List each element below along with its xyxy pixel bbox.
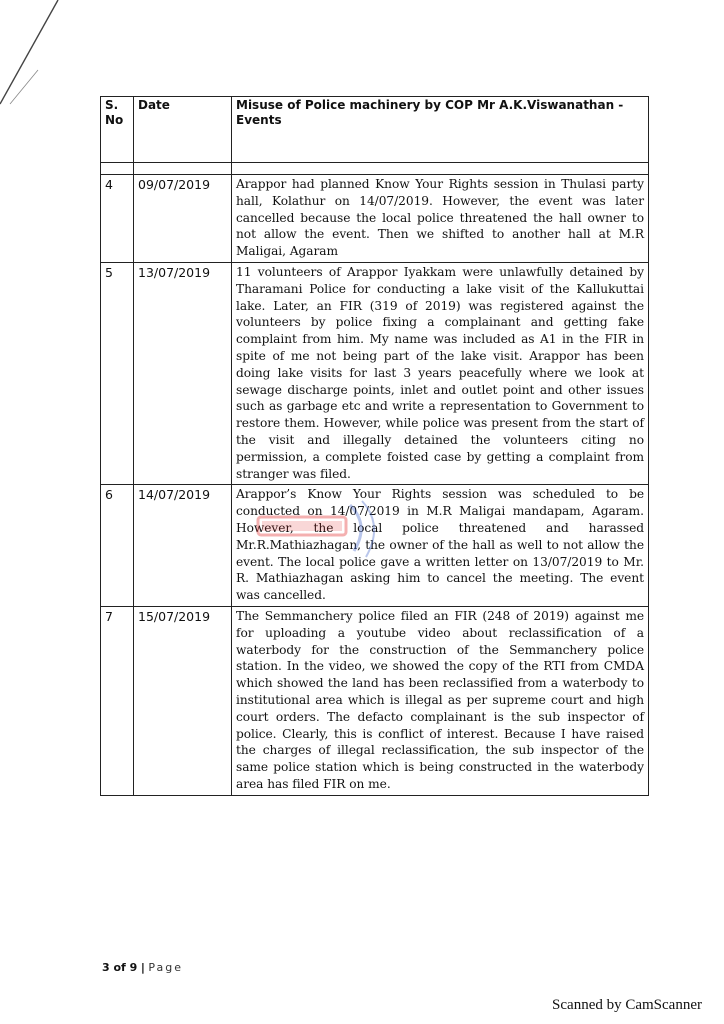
footer-separator: | <box>140 961 145 974</box>
row-event-text: Arappor had planned Know Your Rights session in Thulasi party hall, Kolathur on 14/07/2019. However, the event was later cancelled because the local police threatened the hall owner to not allow the event. Then we shifted to another hall at M.R Maligai, Agaram <box>232 175 649 263</box>
table-spacer-row <box>101 163 649 175</box>
header-sno: S. No <box>101 97 134 163</box>
row-sno: 4 <box>101 175 134 263</box>
scanner-mark: Scanned by CamScanner <box>552 997 702 1013</box>
row-event-text: 11 volunteers of Arappor Iyakkam were unlawfully detained by Tharamani Police for conducting a lake visit of the Kallukuttai lake. Later, an FIR (319 of 2019) was registered against the volunteers by police fixing a complainant and getting fake complaint from him. My name was included as A1 in the FIR in spite of me not being part of the lake visit. Arappor has been doing lake visits for last 3 years peacefully where we look at sewage discharge points, inlet and outlet point and other issues such as garbage etc and write a representation to Government to restore them. However, while police was present from the start of the visit and illegally detained the volunteers citing no permission, a complete foisted case by getting a complaint from stranger was filed. <box>232 262 649 484</box>
header-event: Misuse of Police machinery by COP Mr A.K.Viswanathan - Events <box>232 97 649 163</box>
table-row <box>101 175 649 263</box>
row-sno: 5 <box>101 262 134 484</box>
table-header-row <box>101 97 649 163</box>
page-number: 3 of 9 <box>102 961 138 974</box>
scan-artifact-line <box>0 0 120 110</box>
row-date: 13/07/2019 <box>134 262 232 484</box>
row-sno: 7 <box>101 606 134 795</box>
page-word: Page <box>148 961 183 974</box>
row-date: 15/07/2019 <box>134 606 232 795</box>
row-date: 09/07/2019 <box>134 175 232 263</box>
row-date: 14/07/2019 <box>134 485 232 607</box>
row-event-text: The Semmanchery police filed an FIR (248 of 2019) against me for uploading a youtube video about reclassification of a waterbody for the construction of the Semmanchery police station. In the video, we showed the copy of the RTI from CMDA which showed the land has been reclassified from a waterbody to institutional area which is illegal as per supreme court and high court orders. The defacto complainant is the sub inspector of police. Clearly, this is conflict of interest. Because I have raised the charges of illegal reclassification, the sub inspector of the same police station which is being constructed in the waterbody area has filed FIR on me. <box>232 606 649 795</box>
events-table <box>100 96 649 796</box>
row-sno: 6 <box>101 485 134 607</box>
header-date: Date <box>134 97 232 163</box>
watermark-stamp <box>250 495 400 565</box>
table-row <box>101 262 649 484</box>
page-footer <box>102 961 183 974</box>
row-event-text: Arappor’s Know Your Rights session was scheduled to be conducted on 14/07/2019 in M.R Maligai mandapam, Agaram. However, the local police threatened and harassed Mr.R.Mathiazhagan, the owner of the hall as well to not allow the event. The local police gave a written letter on 13/07/2019 to Mr. R. Mathiazhagan asking him to cancel the meeting. The event was cancelled. <box>232 485 649 607</box>
table-row <box>101 606 649 795</box>
